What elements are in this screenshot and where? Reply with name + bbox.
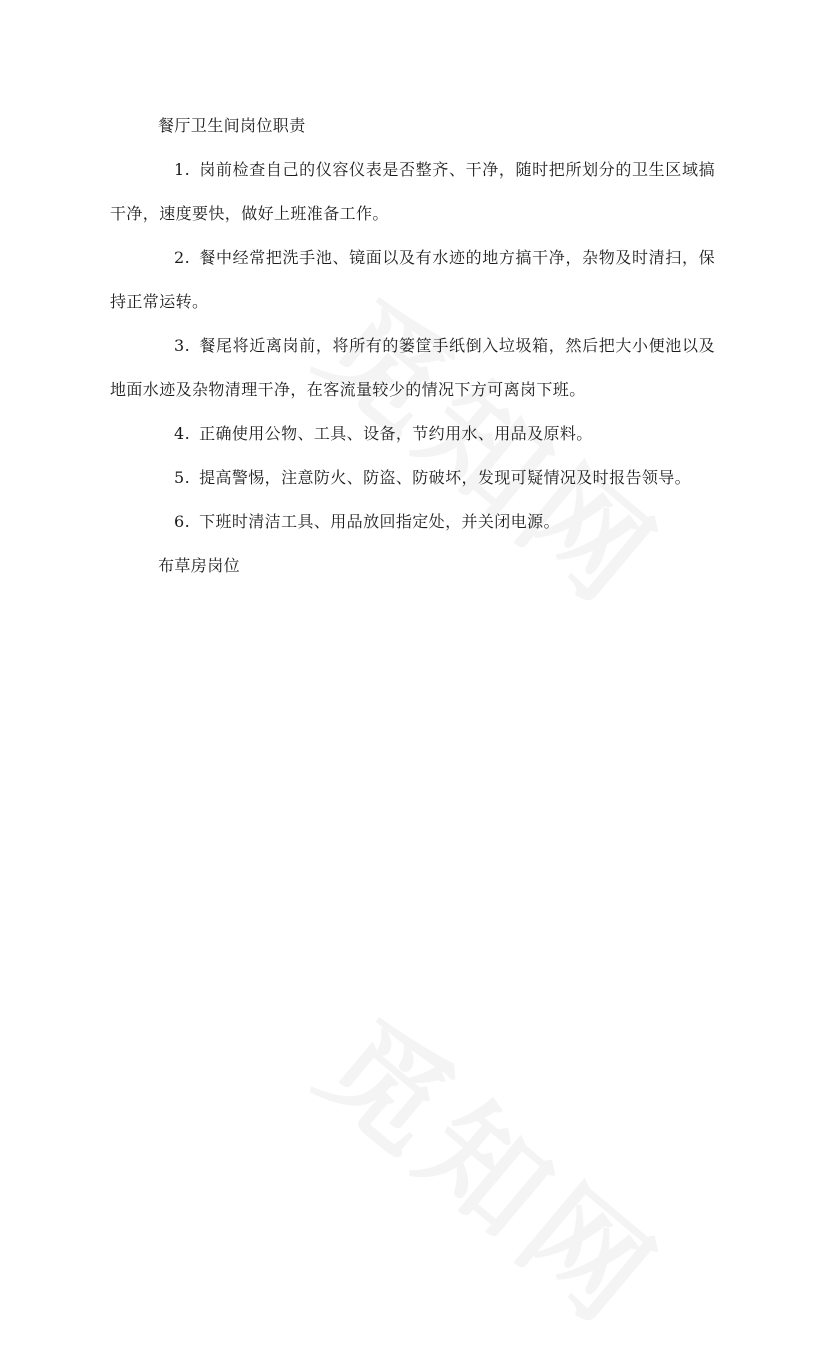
item-text: 餐尾将近离岗前，将所有的篓筐手纸倒入垃圾箱，然后把大小便池以及地面水迹及杂物清理干净，在客流量较少的情况下方可离岗下班。 — [110, 336, 715, 399]
next-section-title: 布草房岗位 — [158, 556, 241, 575]
item-text: 岗前检查自己的仪容仪表是否整齐、干净，随时把所划分的卫生区域搞干净，速度要快，做好上班准备工作。 — [110, 160, 715, 223]
duty-item — [110, 148, 715, 236]
item-number: 3. — [174, 336, 191, 355]
item-number: 2. — [174, 248, 191, 267]
item-number: 1. — [174, 160, 191, 179]
item-number: 6. — [174, 512, 191, 531]
duty-item — [110, 412, 715, 456]
watermark — [290, 975, 699, 1357]
duty-item — [110, 500, 715, 544]
duty-item — [110, 324, 715, 412]
item-number: 5. — [174, 468, 191, 487]
duty-item — [110, 236, 715, 324]
item-text: 正确使用公物、工具、设备，节约用水、用品及原料。 — [199, 424, 593, 443]
document-body — [110, 104, 715, 588]
duty-item — [110, 456, 715, 500]
item-number: 4. — [174, 424, 191, 443]
item-text: 餐中经常把洗手池、镜面以及有水迹的地方搞干净，杂物及时清扫，保持正常运转。 — [110, 248, 715, 311]
section-title: 餐厅卫生间岗位职责 — [158, 116, 306, 135]
item-text: 下班时清洁工具、用品放回指定处，并关闭电源。 — [199, 512, 560, 531]
item-text: 提高警惕，注意防火、防盗、防破坏，发现可疑情况及时报告领导。 — [199, 468, 692, 487]
